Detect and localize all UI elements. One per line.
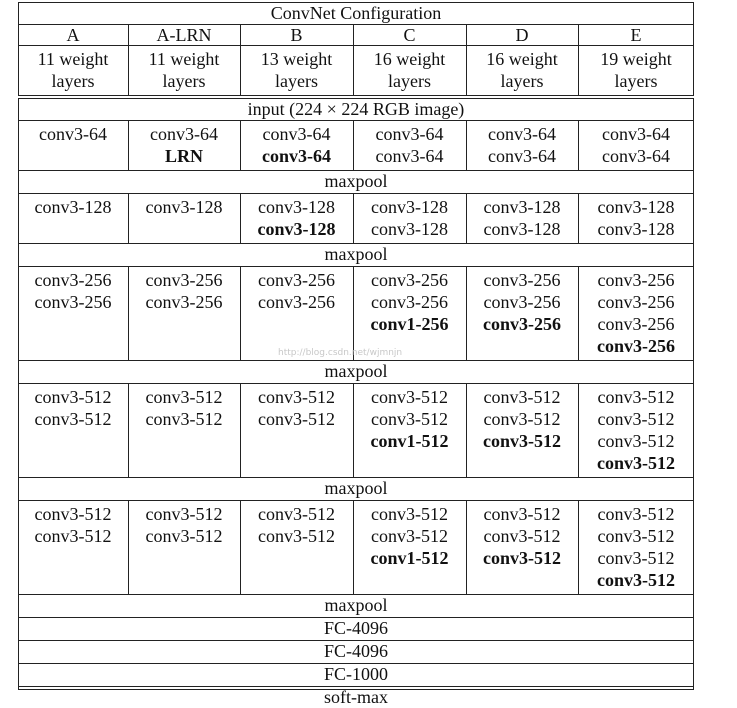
layer-label: conv3-128 [597,197,675,217]
layer-cell [240,503,353,547]
layer-cell [353,269,466,335]
column-depth [578,48,694,92]
layer-label: conv3-256 [34,270,112,290]
layer-cell [128,269,240,313]
layer-cell [353,123,466,167]
layer-cell [240,123,353,167]
layer-label: conv3-512 [597,548,675,568]
layer-label: conv3-512 [34,387,112,407]
column-name [353,24,466,46]
column-depth [18,48,128,92]
input-label: input (224 × 224 RGB image) [247,99,465,119]
layer-cell [128,503,240,547]
layer-label: 11 weight [148,49,220,69]
layer-label: conv3-256 [597,314,675,334]
layer-label: A-LRN [156,25,212,45]
row-divider [18,383,694,384]
layer-label: 13 weight [260,49,333,69]
layer-label: conv3-64 [602,146,670,166]
layer-label: conv3-256 [483,270,561,290]
layer-label: B [290,25,303,45]
column-depth [128,48,240,92]
layer-label: conv3-512 [145,526,223,546]
layer-cell [18,269,128,313]
layer-label: conv3-512 [258,387,335,407]
layer-cell [128,123,240,167]
layer-cell [240,269,353,313]
layer-label: conv3-512 [371,526,448,546]
column-name [240,24,353,46]
layer-label: layers [162,71,206,91]
column-depth [240,48,353,92]
layer-label: conv3-128 [145,197,223,217]
layer-label: conv3-512 [371,409,448,429]
layer-label: conv3-512 [371,387,448,407]
layer-label: conv1-512 [370,548,449,568]
layer-label: conv3-64 [39,124,107,144]
layer-cell [18,196,128,218]
column-depth [353,48,466,92]
layer-cell [578,196,694,240]
layer-cell [18,503,128,547]
classifier-row: FC-4096 [323,641,388,661]
watermark: http://blog.csdn.net/wjmnjn [278,348,403,358]
layer-label: conv3-64 [150,124,218,144]
maxpool-row: maxpool [324,171,388,191]
layer-label: 11 weight [37,49,109,69]
layer-cell [466,503,578,569]
classifier-row: FC-1000 [323,664,388,684]
column-name [578,24,694,46]
layer-label: conv3-512 [597,504,675,524]
layer-label: conv3-512 [483,504,561,524]
layer-label: 16 weight [373,49,446,69]
layer-cell [240,386,353,430]
layer-label: conv3-512 [483,387,561,407]
row-divider [18,500,694,501]
layer-label: conv3-512 [371,504,448,524]
layer-label: conv3-64 [375,124,444,144]
column-name [128,24,240,46]
layer-label: conv3-256 [483,314,561,334]
layer-label: conv3-128 [483,197,561,217]
layer-label: conv3-128 [34,197,112,217]
layer-label: conv3-512 [145,504,223,524]
layer-label: conv3-512 [483,431,561,451]
layer-label: conv3-512 [34,526,112,546]
layer-label: E [630,25,642,45]
layer-cell [466,196,578,240]
layer-label: conv3-64 [488,146,556,166]
layer-cell [353,503,466,569]
layer-label: layers [51,71,95,91]
maxpool-row: maxpool [324,478,388,498]
layer-label: C [403,25,416,45]
layer-label: conv3-512 [258,409,335,429]
layer-label: layers [614,71,658,91]
column-name [466,24,578,46]
layer-label: conv3-512 [597,453,675,473]
layer-label: conv3-512 [34,504,112,524]
layer-cell [18,123,128,145]
layer-label: conv3-512 [597,570,675,590]
layer-cell [578,386,694,474]
layer-label: conv3-256 [597,336,675,356]
layer-label: conv3-128 [371,219,448,239]
layer-cell [353,386,466,452]
layer-label: conv3-256 [145,292,223,312]
table-title: ConvNet Configuration [270,3,442,23]
layer-label: conv3-128 [258,197,335,217]
layer-label: 19 weight [600,49,672,69]
layer-label: conv3-512 [597,526,675,546]
layer-label: conv3-128 [257,219,336,239]
layer-label: conv3-512 [258,526,335,546]
column-name [18,24,128,46]
row-divider [18,193,694,194]
maxpool-row: maxpool [324,244,388,264]
row-divider [18,120,694,121]
layer-label: conv3-256 [483,292,561,312]
row-divider [18,266,694,267]
layer-cell [128,196,240,218]
layer-cell [240,196,353,240]
maxpool-row: maxpool [324,361,388,381]
layer-label: conv3-256 [258,292,335,312]
layer-label: conv3-256 [34,292,112,312]
layer-cell [18,386,128,430]
layer-label: conv3-64 [262,146,331,166]
layer-label: conv3-256 [371,292,448,312]
layer-label: layers [500,71,544,91]
layer-label: conv3-128 [371,197,448,217]
layer-label: conv3-64 [488,124,556,144]
layer-cell [578,503,694,591]
layer-label: LRN [164,146,203,166]
layer-label: conv3-512 [34,409,112,429]
layer-label: conv3-256 [597,292,675,312]
layer-label: conv3-256 [371,270,448,290]
layer-label: conv3-512 [597,409,675,429]
layer-cell [466,123,578,167]
layer-cell [353,196,466,240]
layer-label: conv3-512 [145,409,223,429]
layer-cell [466,269,578,335]
column-depth [466,48,578,92]
layer-label: conv3-128 [483,219,561,239]
layer-label: conv3-512 [258,504,335,524]
layer-label: conv3-512 [145,387,223,407]
layer-label: conv3-128 [597,219,675,239]
layer-label: conv3-64 [375,146,444,166]
layer-label: conv3-256 [145,270,223,290]
layer-label: conv3-64 [262,124,331,144]
layer-label: layers [275,71,318,91]
layer-label: conv3-512 [483,548,561,568]
layer-label: D [515,25,529,45]
layer-label: A [66,25,80,45]
layer-label: conv3-512 [483,526,561,546]
layer-cell [578,269,694,357]
layer-label: conv3-64 [602,124,670,144]
layer-cell [466,386,578,452]
maxpool-row: maxpool [324,595,388,615]
layer-label: layers [388,71,431,91]
layer-label: conv1-256 [370,314,449,334]
layer-label: conv3-256 [597,270,675,290]
layer-label: conv3-512 [597,387,675,407]
layer-label: conv3-512 [597,431,675,451]
classifier-row: soft-max [324,687,388,707]
layer-label: conv3-512 [483,409,561,429]
layer-label: conv3-256 [258,270,335,290]
layer-label: 16 weight [486,49,558,69]
layer-label: conv1-512 [370,431,449,451]
layer-cell [578,123,694,167]
classifier-row: FC-4096 [323,618,388,638]
layer-cell [128,386,240,430]
